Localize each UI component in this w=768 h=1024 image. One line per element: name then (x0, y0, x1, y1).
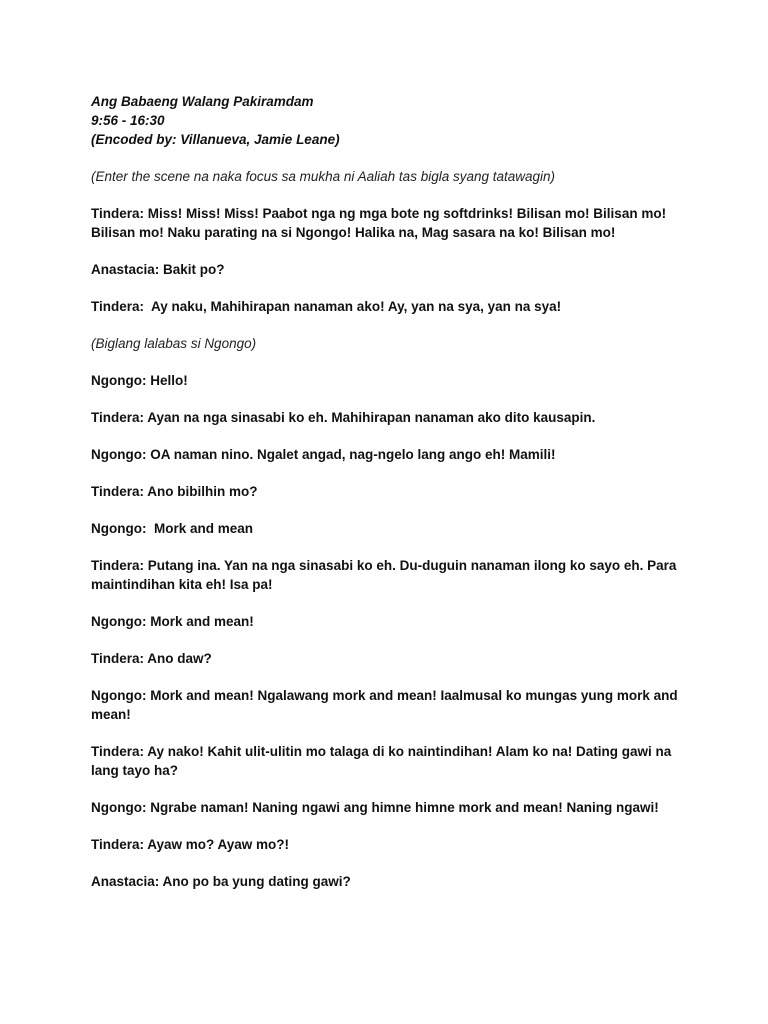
dialogue-line: Tindera: Ano daw? (91, 651, 212, 666)
spacer (91, 186, 691, 204)
spacer (91, 538, 691, 556)
spacer (91, 854, 691, 872)
encoder-credit: (Encoded by: Villanueva, Jamie Leane) (91, 132, 340, 147)
dialogue-line: Anastacia: Ano po ba yung dating gawi? (91, 874, 351, 889)
dialogue-line: Tindera: Miss! Miss! Miss! Paabot nga ng mga bote ng softdrinks! Bilisan mo! Bilisan mo! Bilisan mo! Naku parating na si Ngongo! Halika na, Mag sasara na ko! Bilisan mo! (91, 206, 667, 240)
spacer (91, 594, 691, 612)
spacer (91, 427, 691, 445)
script-header (91, 92, 691, 149)
dialogue-line: Tindera: Ay naku, Mahihirapan nanaman ako! Ay, yan na sya, yan na sya! (91, 299, 562, 314)
spacer (91, 316, 691, 334)
spacer (91, 390, 691, 408)
script-title: Ang Babaeng Walang Pakiramdam (91, 94, 314, 109)
spacer (91, 668, 691, 686)
dialogue-line: Tindera: Ay nako! Kahit ulit-ulitin mo talaga di ko naintindihan! Alam ko na! Dating gawi na lang tayo ha? (91, 744, 672, 778)
script-body (91, 167, 691, 891)
dialogue-line: Ngongo: Mork and mean! Ngalawang mork and mean! Iaalmusal ko mungas yung mork and mean! (91, 688, 678, 722)
dialogue-line: Tindera: Ayaw mo? Ayaw mo?! (91, 837, 290, 852)
dialogue-line: Tindera: Ano bibilhin mo? (91, 484, 258, 499)
script-page (91, 92, 691, 891)
spacer (91, 149, 691, 167)
timestamp-range: 9:56 - 16:30 (91, 113, 165, 128)
spacer (91, 724, 691, 742)
stage-direction: (Enter the scene na naka focus sa mukha ni Aaliah tas bigla syang tatawagin) (91, 169, 556, 184)
stage-direction: (Biglang lalabas si Ngongo) (91, 336, 257, 351)
spacer (91, 780, 691, 798)
dialogue-line: Anastacia: Bakit po? (91, 262, 225, 277)
dialogue-line: Ngongo: OA naman nino. Ngalet angad, nag-ngelo lang ango eh! Mamili! (91, 447, 556, 462)
dialogue-line: Tindera: Putang ina. Yan na nga sinasabi ko eh. Du-duguin nanaman ilong ko sayo eh. Para maintindihan kita eh! Isa pa! (91, 558, 677, 592)
spacer (91, 279, 691, 297)
spacer (91, 464, 691, 482)
spacer (91, 242, 691, 260)
spacer (91, 631, 691, 649)
spacer (91, 817, 691, 835)
spacer (91, 353, 691, 371)
dialogue-line: Ngongo: Mork and mean (91, 521, 253, 536)
dialogue-line: Ngongo: Ngrabe naman! Naning ngawi ang himne himne mork and mean! Naning ngawi! (91, 800, 659, 815)
spacer (91, 501, 691, 519)
dialogue-line: Ngongo: Mork and mean! (91, 614, 254, 629)
dialogue-line: Ngongo: Hello! (91, 373, 188, 388)
dialogue-line: Tindera: Ayan na nga sinasabi ko eh. Mahihirapan nanaman ako dito kausapin. (91, 410, 596, 425)
